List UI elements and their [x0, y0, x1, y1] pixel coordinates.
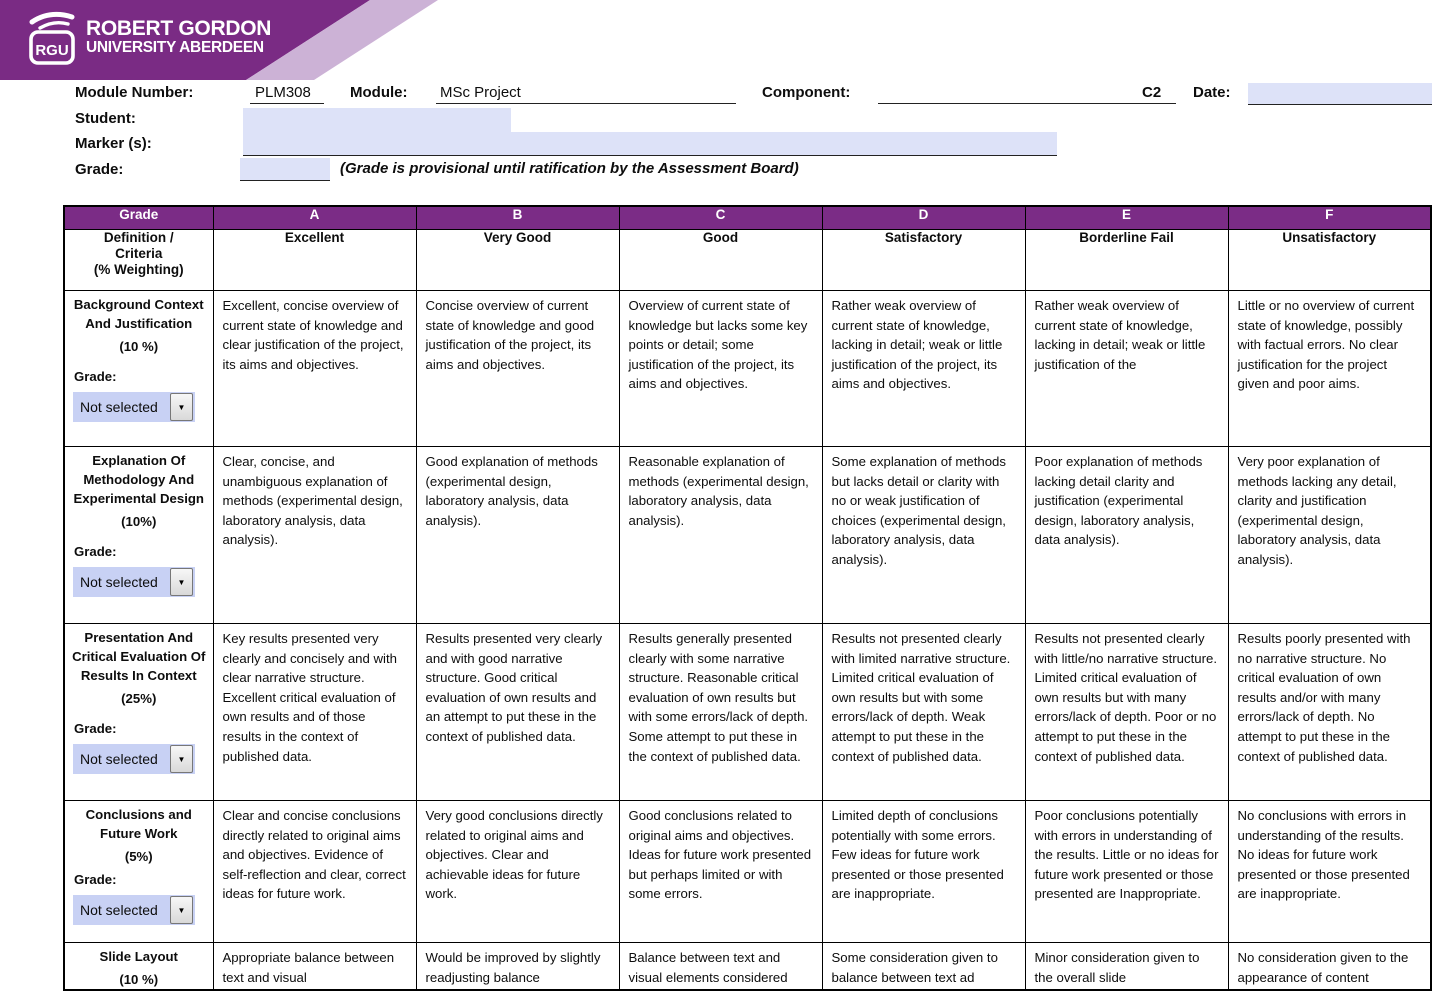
grade-header-cell: Grade — [64, 206, 213, 230]
column-header-b: B — [416, 206, 619, 230]
definition-very-good: Very Good — [416, 230, 619, 291]
criteria-name: Presentation And Critical Evaluation Of Results In Context — [72, 630, 206, 683]
rubric-cell — [822, 291, 1025, 447]
rubric-cell — [1025, 291, 1228, 447]
criteria-name: Explanation Of Methodology And Experimental Design — [73, 453, 204, 506]
rubric-cell — [416, 624, 619, 801]
rubric-cell-text: Minor consideration given to the overall slide — [1034, 950, 1200, 985]
svg-text:RGU: RGU — [35, 42, 69, 59]
definition-excellent: Excellent — [213, 230, 416, 291]
rubric-cell — [416, 291, 619, 447]
rubric-cell — [619, 801, 822, 943]
marker-label: Marker (s): — [75, 135, 152, 152]
definition-line1: Definition / — [103, 230, 174, 245]
column-header-c: C — [619, 206, 822, 230]
rubric-cell — [822, 624, 1025, 801]
rubric-cell — [1025, 624, 1228, 801]
module-number-underline — [250, 103, 324, 104]
rubric-cell-text: Balance between text and visual elements considered — [628, 950, 788, 985]
date-input[interactable] — [1248, 83, 1432, 105]
rubric-cell — [416, 801, 619, 943]
grade-field-label: Grade: — [74, 721, 117, 736]
rubric-cell-text: Concise overview of current state of knowledge and good justification of the project, its aims and objectives. — [425, 298, 595, 372]
rubric-row-background — [64, 291, 1431, 447]
rubric-cell — [416, 943, 619, 991]
rubric-cell — [1228, 943, 1431, 991]
rubric-cell — [619, 943, 822, 991]
rubric-cell — [822, 943, 1025, 991]
criteria-name: Background Context And Justification — [73, 297, 204, 331]
definition-borderline-fail: Borderline Fail — [1025, 230, 1228, 291]
rubric-cell — [619, 624, 822, 801]
university-name-line2: UNIVERSITY ABERDEEN — [86, 38, 264, 56]
grade-dropdown-value: Not selected — [80, 399, 158, 415]
rubric-cell — [213, 624, 416, 801]
definition-line2: Criteria — [115, 246, 163, 261]
university-name-line1: ROBERT GORDON — [86, 17, 272, 41]
module-value-underline — [436, 103, 736, 104]
rubric-cell-text: No conclusions with errors in understanding of the results. No ideas for future work presented or those presented are inappropriate. — [1237, 808, 1410, 902]
rubric-table — [63, 205, 1432, 991]
column-header-a: A — [213, 206, 416, 230]
rubric-cell-text: Results not presented clearly with limited narrative structure. Limited critical evaluation of own results but with some errors/lack of depth. Weak attempt to put these in the context of published data. — [831, 631, 1011, 764]
university-name — [86, 18, 271, 55]
rubric-cell-text: Reasonable explanation of methods (experimental design, laboratory analysis, data analysis). — [628, 454, 809, 528]
rubric-cell-text: Rather weak overview of current state of knowledge, lacking in detail; weak or little justification of the — [1034, 298, 1206, 372]
module-label: Module: — [350, 84, 408, 101]
grade-dropdown[interactable] — [73, 744, 195, 774]
date-label: Date: — [1193, 84, 1231, 101]
column-header-f: F — [1228, 206, 1431, 230]
grade-dropdown-value: Not selected — [80, 751, 158, 767]
rubric-cell — [619, 447, 822, 624]
grade-dropdown[interactable] — [73, 895, 195, 925]
module-value: MSc Project — [440, 84, 521, 101]
rubric-cell-text: Poor conclusions potentially with errors in understanding of the results. Little or no ideas for future work presented or those presented are Inappropriate. — [1034, 808, 1219, 902]
rubric-cell-text: Clear and concise conclusions directly related to original aims and objectives. Evidence of self-reflection and clear, correct ideas for future work. — [222, 808, 406, 902]
rubric-cell — [822, 447, 1025, 624]
module-number-label: Module Number: — [75, 84, 194, 101]
module-number-value: PLM308 — [255, 84, 311, 101]
rubric-row-slide-layout — [64, 943, 1431, 991]
grade-header-row — [64, 206, 1431, 230]
rubric-row-methodology — [64, 447, 1431, 624]
component-underline — [878, 103, 1176, 104]
chevron-down-icon[interactable]: ▼ — [170, 745, 193, 773]
rubric-cell — [1025, 447, 1228, 624]
chevron-down-icon[interactable]: ▼ — [170, 393, 193, 421]
student-input[interactable] — [243, 108, 511, 132]
rubric-cell — [213, 291, 416, 447]
grade-field-label: Grade: — [74, 872, 117, 887]
rubric-cell — [619, 291, 822, 447]
column-header-e: E — [1025, 206, 1228, 230]
definition-line3: (% Weighting) — [93, 262, 184, 277]
rgu-cap-icon — [28, 8, 76, 66]
definition-satisfactory: Satisfactory — [822, 230, 1025, 291]
student-label: Student: — [75, 110, 136, 127]
criteria-name: Conclusions and Future Work — [85, 807, 192, 841]
grade-field-label: Grade: — [74, 544, 117, 559]
criteria-weight: (10 %) — [119, 972, 159, 987]
grade-field-label: Grade: — [74, 369, 117, 384]
rubric-cell-text: Poor explanation of methods lacking detail clarity and justification (experimental design, laboratory analysis, data analysis). — [1034, 454, 1203, 548]
definition-criteria-header — [64, 230, 213, 291]
chevron-down-icon[interactable]: ▼ — [170, 896, 193, 924]
chevron-down-icon[interactable]: ▼ — [170, 568, 193, 596]
rubric-cell — [213, 447, 416, 624]
grade-input[interactable] — [240, 158, 330, 181]
rubric-cell-text: Results presented very clearly and with good narrative structure. Good critical evaluation of own results and an attempt to put these in the context of published data. — [425, 631, 603, 744]
rubric-cell-text: Limited depth of conclusions potentially with some errors. Few ideas for future work presented or those presented are inappropriate. — [831, 808, 1004, 902]
rubric-cell-text: Key results presented very clearly and concisely and with clear narrative structure. Excellent critical evaluation of own results and of those results in the context of published data. — [222, 631, 397, 764]
rubric-cell-text: No consideration given to the appearance of content — [1237, 950, 1409, 985]
grade-dropdown[interactable] — [73, 567, 195, 597]
rubric-cell-text: Little or no overview of current state of knowledge, possibly with factual errors. No clear justification for the project given and poor aims. — [1237, 298, 1415, 392]
grade-provisional-note: (Grade is provisional until ratification by the Assessment Board) — [340, 160, 799, 177]
criteria-cell — [64, 801, 213, 943]
criteria-weight: (25%) — [121, 691, 157, 706]
university-banner — [0, 0, 460, 80]
rubric-cell-text: Would be improved by slightly readjusting balance — [425, 950, 601, 985]
rubric-cell — [213, 943, 416, 991]
definition-unsatisfactory: Unsatisfactory — [1228, 230, 1431, 291]
grade-dropdown-value: Not selected — [80, 902, 158, 918]
criteria-cell — [64, 291, 213, 447]
rubric-row-results — [64, 624, 1431, 801]
criteria-cell — [64, 943, 213, 991]
rubric-cell-text: Results not presented clearly with little/no narrative structure. Limited critical evaluation of own results but with many errors/lack of depth. Poor or no attempt to put these in the context of published data. — [1034, 631, 1218, 764]
rubric-cell-text: Very poor explanation of methods lacking any detail, clarity and justification (experimental design, laboratory analysis, data analysis). — [1237, 454, 1397, 567]
rubric-cell-text: Results poorly presented with no narrative structure. No critical evaluation of own results and/or with many errors/lack of depth. No attempt to put these in the context of published data. — [1237, 631, 1411, 764]
rubric-cell-text: Appropriate balance between text and visual — [222, 950, 395, 985]
rgu-logo — [28, 8, 271, 66]
definition-header-row — [64, 230, 1431, 291]
marker-input[interactable] — [243, 132, 1057, 156]
grade-dropdown-value: Not selected — [80, 574, 158, 590]
criteria-name: Slide Layout — [99, 949, 178, 964]
criteria-cell — [64, 624, 213, 801]
grade-dropdown[interactable] — [73, 392, 195, 422]
rubric-row-conclusions — [64, 801, 1431, 943]
grade-label: Grade: — [75, 161, 124, 178]
rubric-cell-text: Some explanation of methods but lacks detail or clarity with no or weak justification of choices (experimental design, laboratory analysis, data analysis). — [831, 454, 1006, 567]
definition-good: Good — [619, 230, 822, 291]
rubric-cell-text: Very good conclusions directly related to original aims and objectives. Clear and achievable ideas for future work. — [425, 808, 603, 902]
rubric-cell — [1025, 801, 1228, 943]
rubric-cell-text: Clear, concise, and unambiguous explanation of methods (experimental design, laboratory analysis, data analysis). — [222, 454, 403, 548]
rubric-cell-text: Rather weak overview of current state of knowledge, lacking in detail; weak or little justification of the project, its aims and objectives. — [831, 298, 1003, 392]
rubric-cell-text: Good explanation of methods (experimental design, laboratory analysis, data analysis). — [425, 454, 598, 528]
column-header-d: D — [822, 206, 1025, 230]
rubric-cell-text: Good conclusions related to original aims and objectives. Ideas for future work presented but perhaps limited or with some errors. — [628, 808, 812, 902]
rubric-cell — [213, 801, 416, 943]
rubric-cell-text: Results generally presented clearly with some narrative structure. Reasonable critical evaluation of own results but with some errors/lack of depth. Some attempt to put these in the context of published data. — [628, 631, 809, 764]
criteria-weight: (5%) — [124, 849, 153, 864]
component-value: C2 — [1142, 84, 1162, 101]
component-label: Component: — [762, 84, 851, 101]
rubric-cell — [416, 447, 619, 624]
rubric-cell — [1025, 943, 1228, 991]
rubric-cell-text: Excellent, concise overview of current state of knowledge and clear justification of the project, its aims and objectives. — [222, 298, 404, 372]
criteria-cell — [64, 447, 213, 624]
rubric-cell — [822, 801, 1025, 943]
rubric-cell — [1228, 624, 1431, 801]
rubric-cell-text: Overview of current state of knowledge but lacks some key points or detail; some justification of the project, its aims and objectives. — [628, 298, 808, 392]
rubric-cell — [1228, 801, 1431, 943]
rubric-cell — [1228, 291, 1431, 447]
criteria-weight: (10 %) — [119, 339, 159, 354]
rubric-cell-text: Some consideration given to balance between text ad — [831, 950, 998, 985]
criteria-weight: (10%) — [121, 514, 157, 529]
rubric-cell — [1228, 447, 1431, 624]
